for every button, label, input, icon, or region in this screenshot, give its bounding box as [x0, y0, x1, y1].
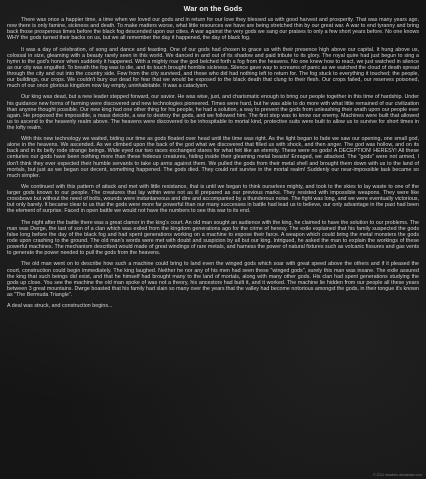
paragraph-8: A deal was struck, and construction begins...: [7, 303, 113, 310]
paragraph-2: It was a day of celebration, of song and dance and feasting. One of our gods had chosen to grace us with their presence high above our capital. It hung above us, colossal in size, gleaming with a beauty rarely seen in this world. We danced in and out of its shadow and paid tribute to its glory. The royal quire had just begun to sing a hymn to the god's honor when suddenly it happened. With a mighty roar the god belched forth a fog from the heavens. No one knew how to react, we just watched in silence as our city was engulfed. To breath the fog was to die, and its touch brought horrible sickness. Silence gave way to screams of panic as we watched the cloud of death spread through the city and out into the country side. Few from the city survived, and those who did had nothing left to return for. The fog stuck to everything it touched; the people, our buildings, our crops. We couldn't bury our dead for fear that we would be exposed to the black death that clung to their flesh. Our crops failed, our reserves poisoned, much of our once glorious kingdom now lay empty, uninhabitable. It was a cataclysm.: [7, 46, 419, 90]
paragraph-5: We continued with this pattern of attack and met with little resistance, that is until we began to think ourselves mighty, and took to the skies to lay waste to one of the larger gods known to our people. The creatures that lay within were not as ill prepared as our previous marks. They resisted with impossible weapons. They were like crossbows but without the need of bolts, wounds were instantaneous and dire and accompanied by a thunderous noise. The fight was long, and we were eventually victorious, but only barely. It became clear to us that the gods were more far powerful than our many successes in battle had lead us to believe, our only advantage in the past had been the element of surprise. Faced in open battle we would not have the numbers to see this war to its end.: [7, 184, 419, 215]
copyright-footer: © 2011 rekwiem.deviantart.com: [372, 473, 422, 477]
story-page: [7, 4, 419, 475]
story-title: War on the Gods: [183, 4, 243, 13]
paragraph-1: There was once a happier time, a time when we loved our gods and in return for our love they blessed us with good harvest and prosperity. That was many years ago, now there is only famine, sickness and death. To make matters worse, what little resources we have are being stretched thin by our great war. A war to end tyranny and bring back those prosperous times before the black fog descended upon our cities. A war against the very gods we sang our praises to only a few short years before. No one knows WHY the gods turned their backs on us, but we all remember the day it happened, the day of black fog.: [7, 17, 419, 42]
paragraph-7: The old man went on to describe how such a machine could bring to land even the winged gods which soar with great speed above the others and if it pleased the court, construction could begin immediately. The king laughed. Neither he nor any of his men had seen these "winged gods", surely this man was insane. The exile assured the king that such beings did exist, and that he himself had brought many to the land of mortals, along with many other gods. His clan had spent generations studying the gods up close. You see the machine the old man spoke of was not a theory, his ancestors had built it, and it worked. The machine lie hidden from our people all these years between 3 great mountains. Dwrge boasted that his family had slain so many over the years that the valley had become notorious amongst the gods, in their tongue it's known as "The Bermuda Triangle".: [7, 261, 419, 298]
paragraph-4: With this new technology we waited, biding our time as gods floated over head until the time was right. As the light began to fade we saw our opening, one small god, alone in the heavens. We ascended. As we climbed upon the back of the god what we discovered that filled us with shock, and then anger. The god was hollow, and on its back and in its belly rode strange beings. Wide eyed our two races exchanged stares for what felt like an eternity. These were no gods! A DECEPTION! HERESY! All these centuries our gods have been nothing more than these hideous creatures, hiding inside their gleaming metal beasts! Enraged, we attacked. The "gods" were not armed, I don't think they ever expected their humble servants to take up arms against them. We pulled the gods from their metal shell and brought them down with us to the land of mortals, but just as we began our decent, something happened. The gods died. They could not survive in the mortal realm! Suddenly our near-impossible task became so much simpler.: [7, 136, 419, 179]
paragraph-6: The night after the battle there was a great clamor in the king's court. An old man sought an audience with the king, he claimed to have the solution to our problems. The man was Dwrge, the last of son of a clan which was exiled from the kingdom generations ago for the crime of heresy. The exile explained that his family suspected the gods false long before the day of the black fog and had spent generations working on a machine to expose their farce. A weapon which could bring the metal monsters the gods rode upon crashing to the ground. The old man's words were met with doubt and suspicion by all but our king. Intrigued, he asked the man to explain the workings of these powerful machines. The mechanism described would made of great windings of rare metals, and harness the power of natural fixtures such as volcanic fissures and gas vents to generate the power needed to pull the gods from the heavens.: [7, 219, 419, 257]
paragraph-3: Our king was dead, but a new leader stepped forward, our savior. He was wise, just, and charismatic enough to bring our people together in this time of hardship. Under his guidance new forms of farming were discovered and new technologies pioneered. Times were hard, but he was able to do more with what little remained of our civilization than anyone thought possible. Our new king had one other thing for his people, he had a solution, a way to prevent the gods from unleashing their wrath upon our people ever again. He proposed the impossible, a mass deicide, a war to destroy the gods, and we followed him. The first step was to know our enemy. Machines were built that allowed us to ascend to the heavenly realm above. The heavens were discovered to be inhospitable to mortal kind, protective suits were built to allow us to survive for short times in the lofty realm.: [7, 94, 419, 131]
